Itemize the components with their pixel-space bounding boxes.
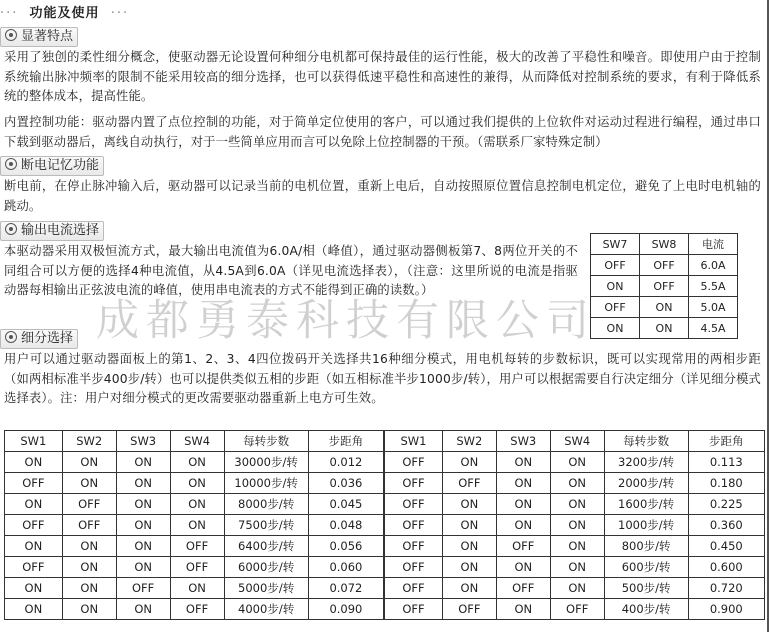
table-cell: ON xyxy=(62,452,116,473)
table-cell: ON xyxy=(442,494,496,515)
header-cell: SW7 xyxy=(591,234,640,255)
memory-paragraph: 断电前，在停止脉冲输入后，驱动器可以记录当前的电机位置，重新上电后，自动按照原位置信息控制电机定位，避免了上电时电机轴的跳动。 xyxy=(4,179,761,213)
table-cell: 6400步/转 xyxy=(224,536,308,557)
table-cell: ON xyxy=(170,578,224,599)
table-row xyxy=(5,452,765,473)
table-cell: 0.180 xyxy=(688,473,764,494)
table-cell: 8000步/转 xyxy=(224,494,308,515)
section-title: 细分选择 xyxy=(21,331,74,346)
table-cell: 0.056 xyxy=(308,536,384,557)
table-cell: ON xyxy=(170,473,224,494)
table-cell: 1600步/转 xyxy=(604,494,688,515)
table-cell: 800步/转 xyxy=(604,536,688,557)
table-cell: 0.090 xyxy=(308,599,384,620)
table-cell: ON xyxy=(496,557,550,578)
table-cell: ON xyxy=(550,494,604,515)
table-cell: OFF xyxy=(116,578,170,599)
table-cell: ON xyxy=(442,452,496,473)
table-cell: 6.0A xyxy=(689,255,738,276)
table-cell: ON xyxy=(496,599,550,620)
table-cell: 0.036 xyxy=(308,473,384,494)
table-cell: OFF xyxy=(384,473,442,494)
table-cell: 0.360 xyxy=(688,515,764,536)
section-header-highlights xyxy=(0,27,78,47)
table-row xyxy=(5,578,765,599)
title-text: 功能及使用 xyxy=(29,6,100,21)
table-cell: ON xyxy=(116,515,170,536)
table-cell: ON xyxy=(116,599,170,620)
table-cell: OFF xyxy=(5,557,63,578)
page-title xyxy=(0,2,129,22)
table-cell: ON xyxy=(550,536,604,557)
table-cell: 3200步/转 xyxy=(604,452,688,473)
table-cell: ON xyxy=(5,536,63,557)
table-cell: 2000步/转 xyxy=(604,473,688,494)
table-cell: ON xyxy=(640,318,689,339)
table-cell: 5.5A xyxy=(689,276,738,297)
table-cell: 0.900 xyxy=(688,599,764,620)
table-cell: ON xyxy=(5,578,63,599)
table-cell: OFF xyxy=(5,515,63,536)
table-cell: OFF xyxy=(591,255,640,276)
table-cell: 400步/转 xyxy=(604,599,688,620)
table-cell: ON xyxy=(550,473,604,494)
header-cell: 每转步数 xyxy=(224,431,308,452)
table-cell: ON xyxy=(116,557,170,578)
table-cell: 6000步/转 xyxy=(224,557,308,578)
table-cell: ON xyxy=(62,599,116,620)
table-cell: OFF xyxy=(384,599,442,620)
table-row xyxy=(5,494,765,515)
table-cell: 0.045 xyxy=(308,494,384,515)
table-cell: 0.113 xyxy=(688,452,764,473)
current-paragraph: 本驱动器采用双极恒流方式，最大输出电流值为6.0A/相（峰值），通过驱动器侧板第7、8两位开关的不同组合可以方便的选择4种电流值，从4.5A到6.0A（详见电流选择表），（注意：这里所说的电流是指驱动器每相输出正弦波电流的峰值，使用串电流表的方式不能得到正确的读数。） xyxy=(4,244,578,297)
header-cell: SW2 xyxy=(442,431,496,452)
header-cell: SW4 xyxy=(170,431,224,452)
table-cell: OFF xyxy=(384,557,442,578)
table-cell: 0.048 xyxy=(308,515,384,536)
company-watermark: 成都勇泰科技有限公司 xyxy=(96,296,596,346)
table-cell: OFF xyxy=(591,297,640,318)
table-cell: ON xyxy=(442,557,496,578)
table-cell: ON xyxy=(442,536,496,557)
table-cell: 0.072 xyxy=(308,578,384,599)
table-cell: ON xyxy=(496,494,550,515)
table-cell: OFF xyxy=(62,494,116,515)
table-cell: 0.720 xyxy=(688,578,764,599)
table-cell: OFF xyxy=(640,276,689,297)
table-cell: ON xyxy=(116,494,170,515)
table-cell: ON xyxy=(116,473,170,494)
table-cell: ON xyxy=(62,557,116,578)
table-row xyxy=(5,536,765,557)
table-header-row xyxy=(591,234,738,255)
header-cell: 电流 xyxy=(689,234,738,255)
table-cell: 0.450 xyxy=(688,536,764,557)
table-cell: 30000步/转 xyxy=(224,452,308,473)
table-cell: OFF xyxy=(62,515,116,536)
table-cell: ON xyxy=(442,578,496,599)
table-cell: OFF xyxy=(384,536,442,557)
table-cell: ON xyxy=(496,473,550,494)
header-cell: SW4 xyxy=(550,431,604,452)
table-cell: OFF xyxy=(170,557,224,578)
table-cell: ON xyxy=(170,494,224,515)
section-header-current xyxy=(0,221,104,241)
table-row xyxy=(5,599,765,620)
table-cell: ON xyxy=(550,452,604,473)
header-cell: 每转步数 xyxy=(604,431,688,452)
table-row xyxy=(5,557,765,578)
table-cell: 5000步/转 xyxy=(224,578,308,599)
header-cell: 步距角 xyxy=(308,431,384,452)
table-cell: OFF xyxy=(5,473,63,494)
header-cell: 步距角 xyxy=(688,431,764,452)
table-row xyxy=(591,276,738,297)
table-cell: OFF xyxy=(170,536,224,557)
current-selection-table xyxy=(590,233,738,339)
table-cell: ON xyxy=(640,297,689,318)
table-cell: ON xyxy=(5,599,63,620)
builtin-control-paragraph: 内置控制功能：驱动器内置了点位控制的功能，对于简单定位使用的客户，可以通过我们提供的上位软件对运动过程进行编程，通过串口下载到驱动器后，离线自动执行，对于一些简单应用而言可以免除上位控制器的干预。（需联系厂家特殊定制） xyxy=(4,115,761,149)
section-title: 断电记忆功能 xyxy=(21,158,100,173)
title-dots-left: ··· xyxy=(0,6,19,21)
table-cell: ON xyxy=(591,276,640,297)
table-cell: 5.0A xyxy=(689,297,738,318)
table-cell: ON xyxy=(62,536,116,557)
header-cell: SW8 xyxy=(640,234,689,255)
section-header-memory xyxy=(0,156,104,176)
table-cell: OFF xyxy=(496,536,550,557)
table-row xyxy=(5,473,765,494)
header-cell: SW3 xyxy=(116,431,170,452)
table-cell: 1000步/转 xyxy=(604,515,688,536)
table-cell: 10000步/转 xyxy=(224,473,308,494)
table-cell: ON xyxy=(591,318,640,339)
table-cell: 0.600 xyxy=(688,557,764,578)
table-row xyxy=(591,297,738,318)
table-cell: 0.225 xyxy=(688,494,764,515)
highlights-paragraph: 采用了独创的柔性细分概念，使驱动器无论设置何种细分电机都可保持最佳的运行性能，极大的改善了平稳性和噪音。即使用户由于控制系统输出脉冲频率的限制不能采用较高的细分选择，也可以获得低速平稳性和高速性的兼得，从而降低对控制系统的要求，有利于降低系统的整体成本，提高性能。 xyxy=(4,50,761,103)
table-cell: ON xyxy=(170,515,224,536)
table-row xyxy=(5,515,765,536)
table-cell: 0.012 xyxy=(308,452,384,473)
table-cell: OFF xyxy=(640,255,689,276)
table-cell: ON xyxy=(550,557,604,578)
circle-bullet-icon xyxy=(5,29,17,41)
title-dots-right: ··· xyxy=(110,6,130,21)
table-cell: ON xyxy=(170,452,224,473)
table-cell: ON xyxy=(442,515,496,536)
header-cell: SW1 xyxy=(5,431,63,452)
table-cell: OFF xyxy=(442,599,496,620)
table-cell: 0.060 xyxy=(308,557,384,578)
section-title: 输出电流选择 xyxy=(21,223,100,238)
circle-bullet-icon xyxy=(5,331,17,343)
table-cell: OFF xyxy=(442,473,496,494)
table-row xyxy=(591,318,738,339)
table-cell: OFF xyxy=(384,494,442,515)
table-cell: 4000步/转 xyxy=(224,599,308,620)
circle-bullet-icon xyxy=(5,158,17,170)
table-cell: 500步/转 xyxy=(604,578,688,599)
table-cell: OFF xyxy=(384,452,442,473)
table-cell: 7500步/转 xyxy=(224,515,308,536)
table-cell: ON xyxy=(62,578,116,599)
table-cell: OFF xyxy=(496,578,550,599)
table-cell: ON xyxy=(116,452,170,473)
microstep-paragraph: 用户可以通过驱动器面板上的第1、2、3、4四位拨码开关选择共16种细分模式，用电机每转的步数标识，既可以实现常用的两相步距（如两相标准半步400步/转）也可以提供类似五相的步距（如五相标准半步1000步/转），用户可以根据需要自行决定细分（详见细分模式选择表）。注：用户对细分模式的更改需要驱动器重新上电方可生效。 xyxy=(4,352,761,405)
microstep-selection-table xyxy=(4,430,765,620)
table-cell: ON xyxy=(550,515,604,536)
table-cell: OFF xyxy=(384,578,442,599)
table-cell: ON xyxy=(496,515,550,536)
table-cell: 600步/转 xyxy=(604,557,688,578)
table-cell: ON xyxy=(5,494,63,515)
table-cell: ON xyxy=(496,452,550,473)
table-cell: 4.5A xyxy=(689,318,738,339)
section-title: 显著特点 xyxy=(21,29,74,44)
table-cell: OFF xyxy=(550,599,604,620)
table-cell: ON xyxy=(116,536,170,557)
table-cell: OFF xyxy=(170,599,224,620)
table-cell: OFF xyxy=(384,515,442,536)
header-cell: SW3 xyxy=(496,431,550,452)
header-cell: SW1 xyxy=(384,431,442,452)
section-header-microstep xyxy=(0,329,78,349)
table-cell: ON xyxy=(5,452,63,473)
circle-bullet-icon xyxy=(5,223,17,235)
table-row xyxy=(591,255,738,276)
table-header-row xyxy=(5,431,765,452)
table-cell: ON xyxy=(550,578,604,599)
table-cell: ON xyxy=(62,473,116,494)
header-cell: SW2 xyxy=(62,431,116,452)
